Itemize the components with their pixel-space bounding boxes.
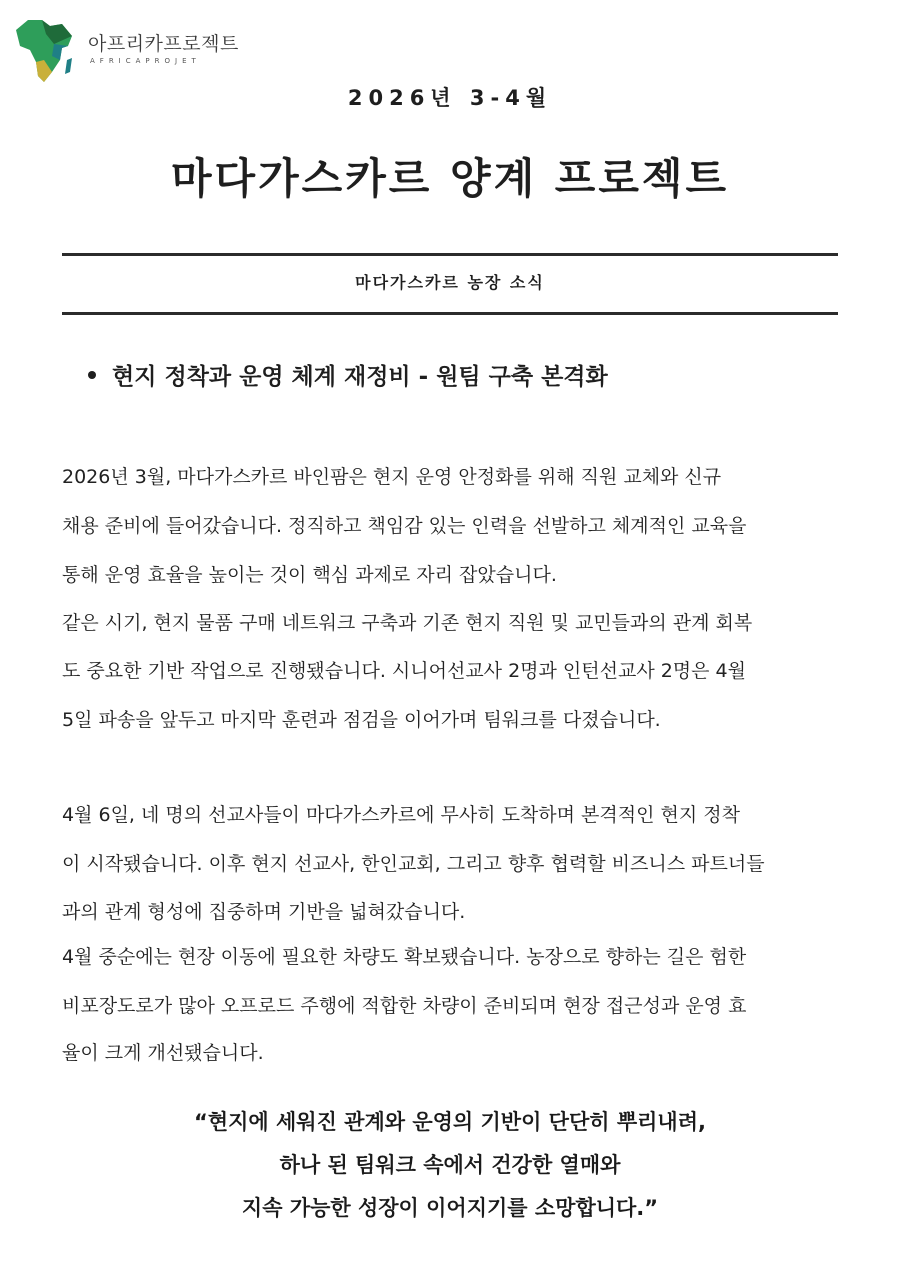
logo-subtitle: AFRICAPROJET bbox=[90, 57, 201, 65]
body-line: 율이 크게 개선됐습니다. bbox=[62, 1042, 264, 1064]
bullet-icon bbox=[88, 371, 96, 379]
page-title: 마다가스카르 양계 프로젝트 bbox=[170, 154, 730, 203]
logo bbox=[12, 16, 242, 86]
section-label: 마다가스카르 농장 소식 bbox=[355, 273, 545, 292]
closing-quote-line: 지속 가능한 성장이 이어지기를 소망합니다.” bbox=[241, 1196, 659, 1220]
divider-top bbox=[62, 253, 838, 256]
issue-date: 2026년 3-4월 bbox=[347, 86, 553, 110]
body-line: 과의 관계 형성에 집중하며 기반을 넓혀갔습니다. bbox=[62, 901, 466, 923]
closing-quote-line: “현지에 세워진 관계와 운영의 기반이 단단히 뿌리내려, bbox=[194, 1110, 706, 1134]
closing-quote-line: 하나 된 팀워크 속에서 건강한 열매와 bbox=[279, 1153, 621, 1177]
body-line: 채용 준비에 들어갔습니다. 정직하고 책임감 있는 인력을 선발하고 체계적인 교육을 bbox=[62, 515, 747, 537]
body-line: 4월 중순에는 현장 이동에 필요한 차량도 확보됐습니다. 농장으로 향하는 길은 험한 bbox=[62, 946, 747, 968]
article-heading bbox=[88, 358, 608, 391]
africa-map-icon bbox=[12, 16, 82, 86]
article-heading-text: 현지 정착과 운영 체계 재정비 - 원팀 구축 본격화 bbox=[112, 364, 608, 390]
divider-bottom bbox=[62, 312, 838, 315]
logo-name: 아프리카프로젝트 bbox=[88, 33, 239, 55]
body-line: 2026년 3월, 마다가스카르 바인팜은 현지 운영 안정화를 위해 직원 교체와 신규 bbox=[62, 466, 722, 488]
body-line: 5일 파송을 앞두고 마지막 훈련과 점검을 이어가며 팀워크를 다졌습니다. bbox=[62, 709, 661, 731]
body-line: 도 중요한 기반 작업으로 진행됐습니다. 시니어선교사 2명과 인턴선교사 2명은 4월 bbox=[62, 660, 746, 682]
body-line: 이 시작됐습니다. 이후 현지 선교사, 한인교회, 그리고 향후 협력할 비즈니스 파트너들 bbox=[62, 853, 765, 875]
body-line: 비포장도로가 많아 오프로드 주행에 적합한 차량이 준비되며 현장 접근성과 운영 효 bbox=[62, 995, 747, 1017]
body-line: 같은 시기, 현지 물품 구매 네트워크 구축과 기존 현지 직원 및 교민들과의 관계 회복 bbox=[62, 612, 753, 634]
body-line: 4월 6일, 네 명의 선교사들이 마다가스카르에 무사히 도착하며 본격적인 현지 정착 bbox=[62, 804, 740, 826]
body-line: 통해 운영 효율을 높이는 것이 핵심 과제로 자리 잡았습니다. bbox=[62, 564, 557, 586]
